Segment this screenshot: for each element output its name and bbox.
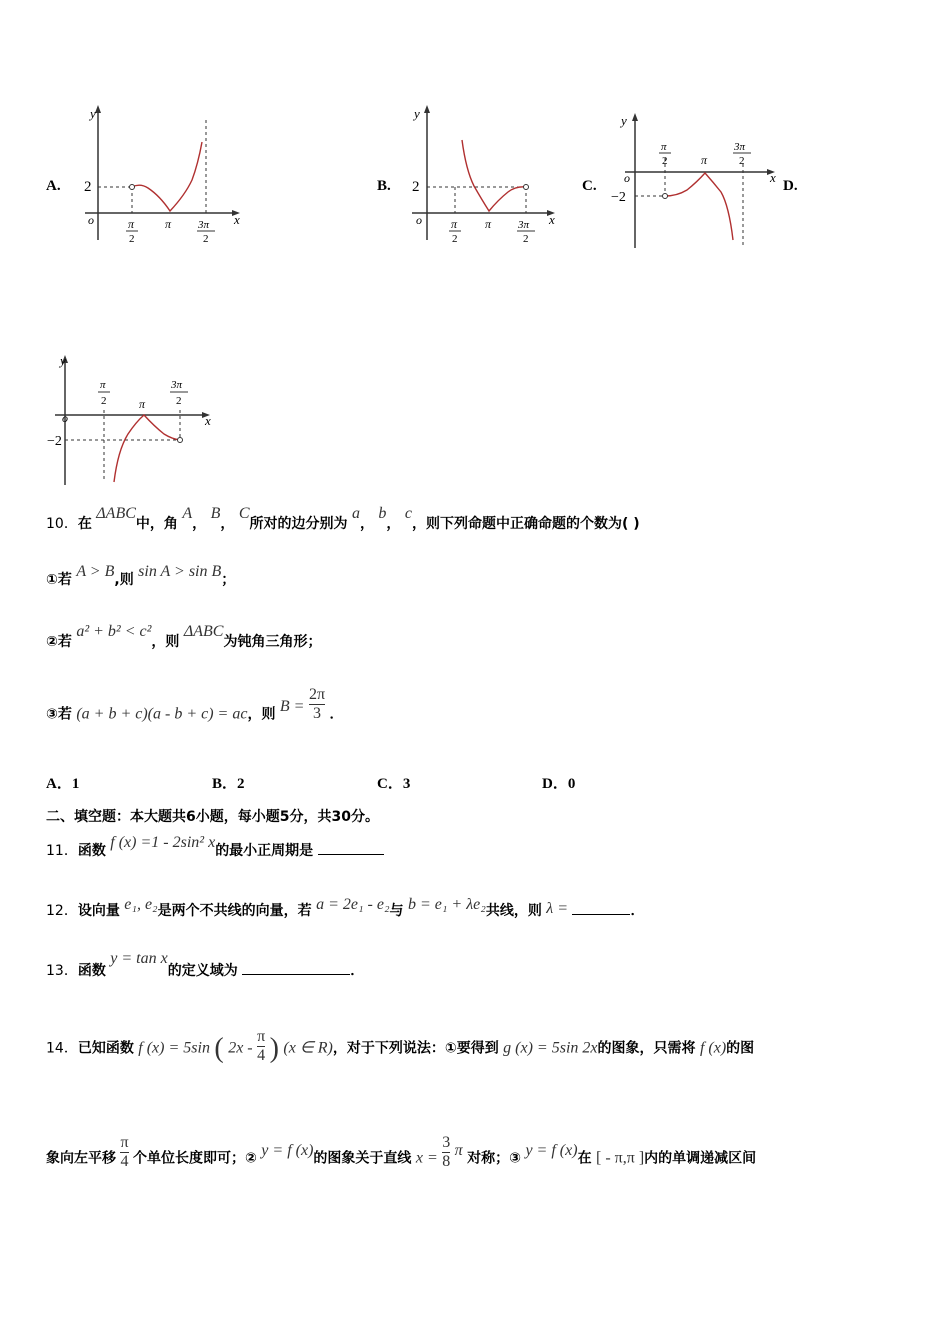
question-13: 13．函数 y = tan x的定义域为 ． xyxy=(46,950,365,979)
answer-blank[interactable] xyxy=(572,900,630,915)
y-tick-neg-2: −2 xyxy=(47,434,62,449)
choice-d[interactable]: D．0 xyxy=(542,776,576,792)
origin-label: o xyxy=(416,213,422,227)
choice-a[interactable]: A．1 xyxy=(46,776,80,792)
tick-pi: π xyxy=(701,153,708,167)
question-12: 12．设向量 e₁, e₂是两个不共线的向量，若 a = 2e₁ - e₂与 b = e₁ + λe₂共线，则 λ = ． xyxy=(46,896,645,919)
tick-3pi-half-num: 3π xyxy=(734,141,746,153)
choice-b[interactable]: B．2 xyxy=(212,776,245,792)
y-tick-2: 2 xyxy=(84,179,92,195)
statement-2: ②若 a² + b² < c²，则 ΔABC为钝角三角形； xyxy=(46,623,322,650)
question-11: 11．函数 f (x) =1 - 2sin² x的最小正周期是 xyxy=(46,840,384,861)
tick-pi: π xyxy=(485,217,492,231)
graph-a xyxy=(80,100,250,250)
tick-3pi-half-den: 2 xyxy=(739,155,745,167)
tick-pi-half-den: 2 xyxy=(101,395,107,407)
fraction-2pi-3: $\frac{2\pi}{3}$ xyxy=(308,686,326,722)
origin-label: o xyxy=(62,411,68,425)
answer-blank[interactable] xyxy=(242,960,350,975)
origin-label: o xyxy=(624,171,630,185)
y-axis-label: y xyxy=(621,113,627,128)
option-a-label: A. xyxy=(46,178,61,194)
x-axis-label: x xyxy=(770,170,776,185)
graph-d xyxy=(40,350,225,490)
tick-pi-half-den: 2 xyxy=(452,233,458,245)
tick-pi: π xyxy=(165,217,172,231)
fraction-3-8: $\frac{3}{8}$ xyxy=(442,1134,451,1170)
x-axis-label: x xyxy=(234,212,240,227)
option-b-label: B. xyxy=(377,178,391,194)
y-axis-label: y xyxy=(90,106,96,121)
fraction-pi-4: $\frac{\pi}{4}$ xyxy=(120,1134,129,1170)
y-axis-label: y xyxy=(414,106,420,121)
section-heading: 二、填空题：本大题共6小题，每小题5分，共30分。 xyxy=(46,809,379,825)
statement-1: ①若 A > B,则 sin A > sin B； xyxy=(46,563,236,588)
fraction-pi-4: $\frac{\pi}{4}$ xyxy=(257,1028,266,1064)
x-axis-label: x xyxy=(549,212,555,227)
question-14-line-2: 象向左平移 $\frac{\pi}{4}$ 个单位长度即可；② y = f (x)的图象关于直线 x = $\frac{3}{8}$ π 对称；③ y = f (x)在 [ - π,π ]内的单调递减区间 xyxy=(46,1134,757,1170)
question-10-stem: 10．在 ΔABC中，角 A， B， C所对的边分别为 a， b， c，则下列命题中正确命题的个数为( ) xyxy=(46,505,640,532)
tick-3pi-half-den: 2 xyxy=(203,233,209,245)
tick-pi-half-num: π xyxy=(128,217,135,231)
x-axis-label: x xyxy=(205,413,211,428)
tick-pi-half-num: π xyxy=(661,141,667,153)
graph-b xyxy=(402,100,572,250)
tick-pi-half-den: 2 xyxy=(662,155,668,167)
tick-pi: π xyxy=(139,397,146,411)
question-14-line-1: 14．已知函数 f (x) = 5sin ( 2x - $\frac{\pi}{4}$ ) (x ∈ R)，对于下列说法：①要得到 g (x) = 5sin 2x的图象，只需将 f (x)的图 xyxy=(46,1028,755,1064)
y-axis-label: y xyxy=(60,353,66,368)
tick-pi-half-num: π xyxy=(100,379,106,391)
tick-3pi-half-den: 2 xyxy=(523,233,529,245)
option-d-label: D. xyxy=(783,178,798,194)
answer-blank[interactable] xyxy=(318,840,384,855)
y-tick-neg-2: −2 xyxy=(611,190,626,205)
option-c-label: C. xyxy=(582,178,597,194)
tick-3pi-half-num: 3π xyxy=(171,379,183,391)
tick-3pi-half-num: 3π xyxy=(518,219,530,231)
statement-3: ③若 (a + b + c)(a - b + c) = ac，则 B = $\frac{2\pi}{3}$ ． xyxy=(46,686,344,723)
tick-pi-half-den: 2 xyxy=(129,233,135,245)
origin-label: o xyxy=(88,213,94,227)
tick-3pi-half-den: 2 xyxy=(176,395,182,407)
tick-3pi-half-num: 3π xyxy=(198,219,210,231)
choice-c[interactable]: C．3 xyxy=(377,776,411,792)
graph-c xyxy=(605,108,785,253)
y-tick-2: 2 xyxy=(412,179,420,195)
tick-pi-half-num: π xyxy=(451,217,458,231)
